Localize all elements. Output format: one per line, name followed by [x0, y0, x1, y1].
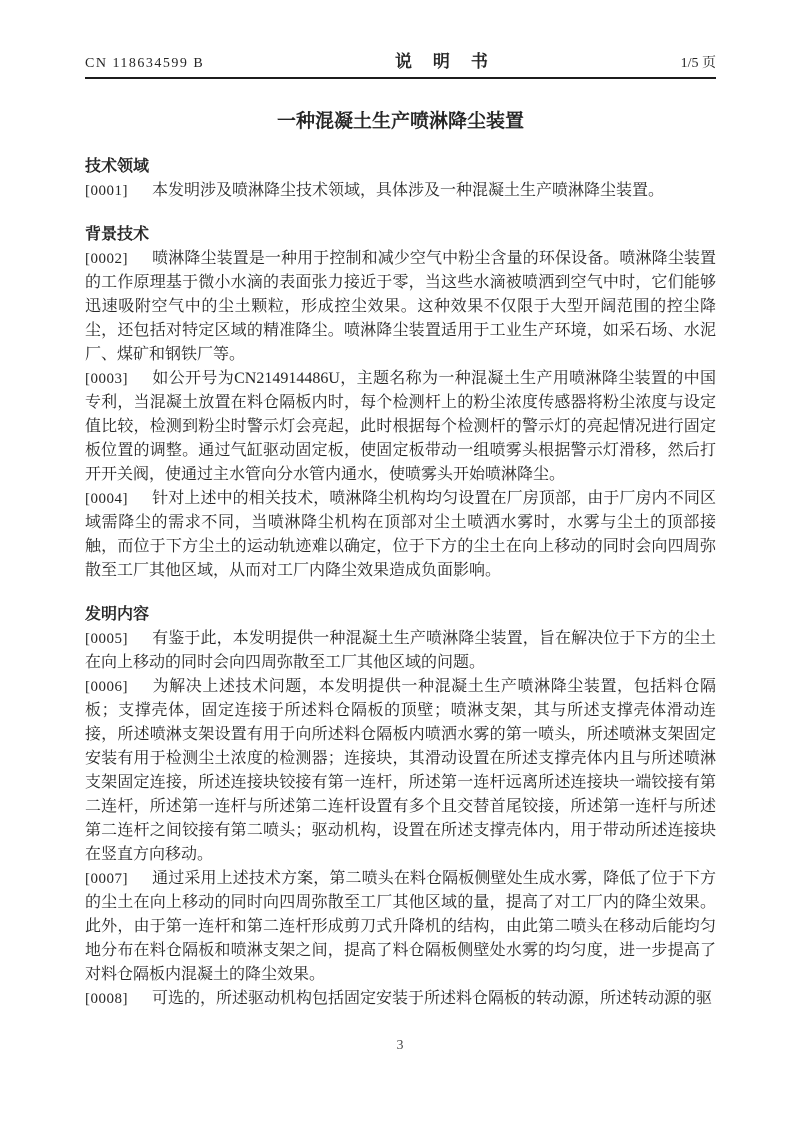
- paragraph-number: [0005]: [85, 631, 128, 647]
- paragraph-0007: [85, 867, 716, 987]
- page-content: [85, 47, 716, 1011]
- section-heading: 技术领域: [85, 158, 150, 175]
- footer-page-number: 3: [396, 1038, 404, 1053]
- paragraph-0003: [85, 367, 716, 487]
- sheet-page-indicator: 1/5 页: [680, 56, 716, 71]
- paragraph-number: [0004]: [85, 491, 128, 507]
- section-heading: 背景技术: [85, 226, 150, 243]
- section-technical-field: [85, 155, 716, 203]
- paragraph-number: [0006]: [85, 679, 128, 695]
- paragraph-0006: [85, 675, 716, 867]
- paragraph-text: 可选的，所述驱动机构包括固定安装于所述料仓隔板的转动源，所述转动源的驱: [152, 990, 713, 1007]
- paragraph-0004: [85, 487, 716, 583]
- paragraph-text: 本发明涉及喷淋降尘技术领域，具体涉及一种混凝土生产喷淋降尘装置。: [152, 182, 665, 199]
- section-heading: 发明内容: [85, 606, 150, 623]
- paragraph-number: [0003]: [85, 371, 128, 387]
- invention-title: 一种混凝土生产喷淋降尘装置: [276, 111, 524, 132]
- paragraph-number: [0007]: [85, 871, 128, 887]
- paragraph-text: 为解决上述技术问题，本发明提供一种混凝土生产喷淋降尘装置，包括料仓隔板；支撑壳体，固定连接于所述料仓隔板的顶壁；喷淋支架，其与所述支撑壳体滑动连接，所述喷淋支架设置有用于向所述料仓隔板内喷洒水雾的第一喷头，所述喷淋支架固定安装有用于检测尘土浓度的检测器；连接块，其滑动设置在所述支撑壳体内且与所述喷淋支架固定连接，所述连接块铰接有第一连杆，所述第一连杆远离所述连接块一端铰接有第二连杆，所述第一连杆与所述第二连杆设置有多个且交替首尾铰接，所述第一连杆与所述第二连杆之间铰接有第二喷头；驱动机构，设置在所述支撑壳体内，用于带动所述连接块在竖直方向移动。: [85, 678, 716, 863]
- paragraph-0002: [85, 247, 716, 367]
- publication-number: CN 118634599 B: [85, 56, 205, 71]
- paragraph-text: 通过采用上述技术方案，第二喷头在料仓隔板侧壁处生成水雾，降低了位于下方的尘土在向上移动的同时向四周弥散至工厂其他区域的量，提高了对工厂内的降尘效果。此外，由于第一连杆和第二连杆形成剪刀式升降机的结构，由此第二喷头在移动后能均匀地分布在料仓隔板和喷淋支架之间，提高了料仓隔板侧壁处水雾的均匀度，进一步提高了对料仓隔板内混凝土的降尘效果。: [85, 870, 716, 983]
- paragraph-0001: [85, 179, 716, 203]
- paragraph-text: 喷淋降尘装置是一种用于控制和减少空气中粉尘含量的环保设备。喷淋降尘装置的工作原理基于微小水滴的表面张力接近于零，当这些水滴被喷洒到空气中时，它们能够迅速吸附空气中的尘土颗粒，形成控尘效果。这种效果不仅限于大型开阔范围的控尘降尘，还包括对特定区域的精准降尘。喷淋降尘装置适用于工业生产环境，如采石场、水泥厂、煤矿和钢铁厂等。: [85, 250, 716, 363]
- paragraph-text: 针对上述中的相关技术，喷淋降尘机构均匀设置在厂房顶部，由于厂房内不同区域需降尘的需求不同，当喷淋降尘机构在顶部对尘土喷洒水雾时，水雾与尘土的顶部接触，而位于下方尘土的运动轨迹难以确定，位于下方的尘土在向上移动的同时会向四周弥散至工厂其他区域，从而对工厂内降尘效果造成负面影响。: [85, 490, 716, 579]
- paragraph-text: 有鉴于此，本发明提供一种混凝土生产喷淋降尘装置，旨在解决位于下方的尘土在向上移动的同时会向四周弥散至工厂其他区域的问题。: [85, 630, 716, 671]
- section-summary-of-invention: [85, 603, 716, 1011]
- section-background-art: [85, 223, 716, 583]
- document-type-label: 说 明 书: [394, 52, 490, 71]
- paragraph-number: [0001]: [85, 183, 128, 199]
- running-header: [85, 47, 716, 79]
- paragraph-0008: [85, 987, 716, 1011]
- paragraph-number: [0002]: [85, 251, 128, 267]
- paragraph-text: 如公开号为CN214914486U，主题名称为一种混凝土生产用喷淋降尘装置的中国专利，当混凝土放置在料仓隔板内时，每个检测杆上的粉尘浓度传感器将粉尘浓度与设定值比较，检测到粉尘时警示灯会亮起，此时根据每个检测杆的警示灯的亮起情况进行固定板位置的调整。通过气缸驱动固定板，使固定板带动一组喷雾头根据警示灯滑移，然后打开开关阀，使通过主水管向分水管内通水，使喷雾头开始喷淋降尘。: [85, 370, 716, 483]
- paragraph-number: [0008]: [85, 991, 128, 1007]
- paragraph-0005: [85, 627, 716, 675]
